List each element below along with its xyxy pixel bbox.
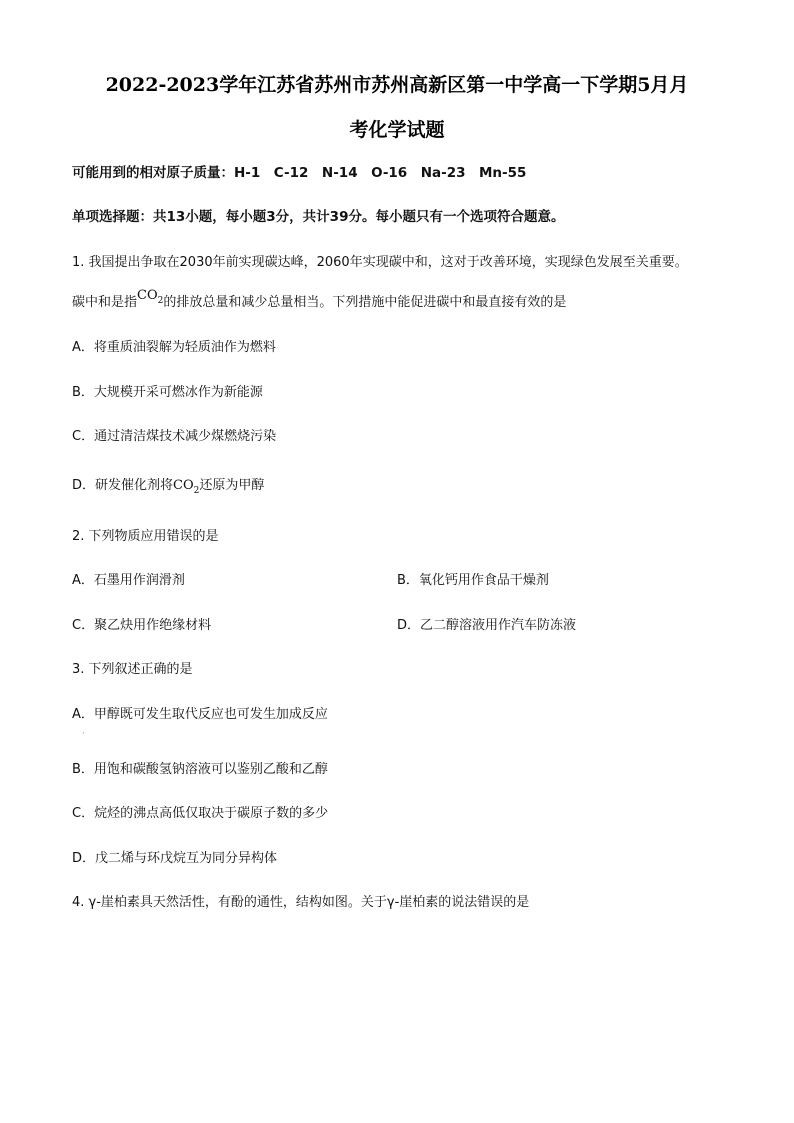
exam-title-line1: 2022-2023学年江苏省苏州市苏州高新区第一中学高一下学期5月月 [105, 74, 689, 96]
section-heading: 单项选择题：共13小题，每小题3分，共计39分。每小题只有一个选项符合题意。 [72, 209, 565, 225]
q2-option-d: D．乙二醇溶液用作汽车防冻液 [397, 618, 577, 633]
q1-option-a: A．将重质油裂解为轻质油作为燃料 [72, 340, 276, 355]
q3-option-a: A．甲醇既可发生取代反应也可发生加成反应 [72, 707, 328, 722]
q1-stem-line2 [72, 288, 567, 313]
q2-option-b: B．氧化钙用作食品干燥剂 [397, 573, 549, 588]
q1-option-b: B．大规模开采可燃冰作为新能源 [72, 385, 263, 400]
q1-stem-line1: 1. 我国提出争取在2030年前实现碳达峰，2060年实现碳中和，这对于改善环境，实现绿色发展至关重要。 [72, 255, 688, 270]
q1-option-d: D．研发催化剂将$CO_2$还原为甲醇 [72, 478, 265, 496]
co2-formula: $CO_2$ [173, 478, 200, 496]
stray-mark: · [82, 729, 85, 738]
q1-option-c: C．通过清洁煤技术减少煤燃烧污染 [72, 429, 277, 444]
q2-option-a: A．石墨用作润滑剂 [72, 573, 185, 588]
q3-option-b: B．用饱和碳酸氢钠溶液可以鉴别乙酸和乙醇 [72, 762, 328, 777]
q4-stem: 4. γ-崖柏素具天然活性，有酚的通性，结构如图。关于γ-崖柏素的说法错误的是 [72, 895, 530, 910]
q2-option-c: C．聚乙炔用作绝缘材料 [72, 618, 212, 633]
q1-stem-text-after: 的排放总量和减少总量相当。下列措施中能促进碳中和最直接有效的是 [163, 295, 567, 310]
q2-stem: 2. 下列物质应用错误的是 [72, 529, 219, 544]
q3-option-d: D．戊二烯与环戊烷互为同分异构体 [72, 851, 278, 866]
atomic-masses: 可能用到的相对原子质量：H-1 C-12 N-14 O-16 Na-23 Mn-55 [72, 165, 527, 181]
q3-option-c: C．烷烃的沸点高低仅取决于碳原子数的多少 [72, 806, 329, 821]
q1-stem-text-before: 碳中和是指 [72, 295, 138, 310]
q3-stem: 3. 下列叙述正确的是 [72, 662, 193, 677]
co2-formula: $CO_2$ [137, 288, 164, 306]
exam-title-line2: 考化学试题 [349, 119, 445, 141]
